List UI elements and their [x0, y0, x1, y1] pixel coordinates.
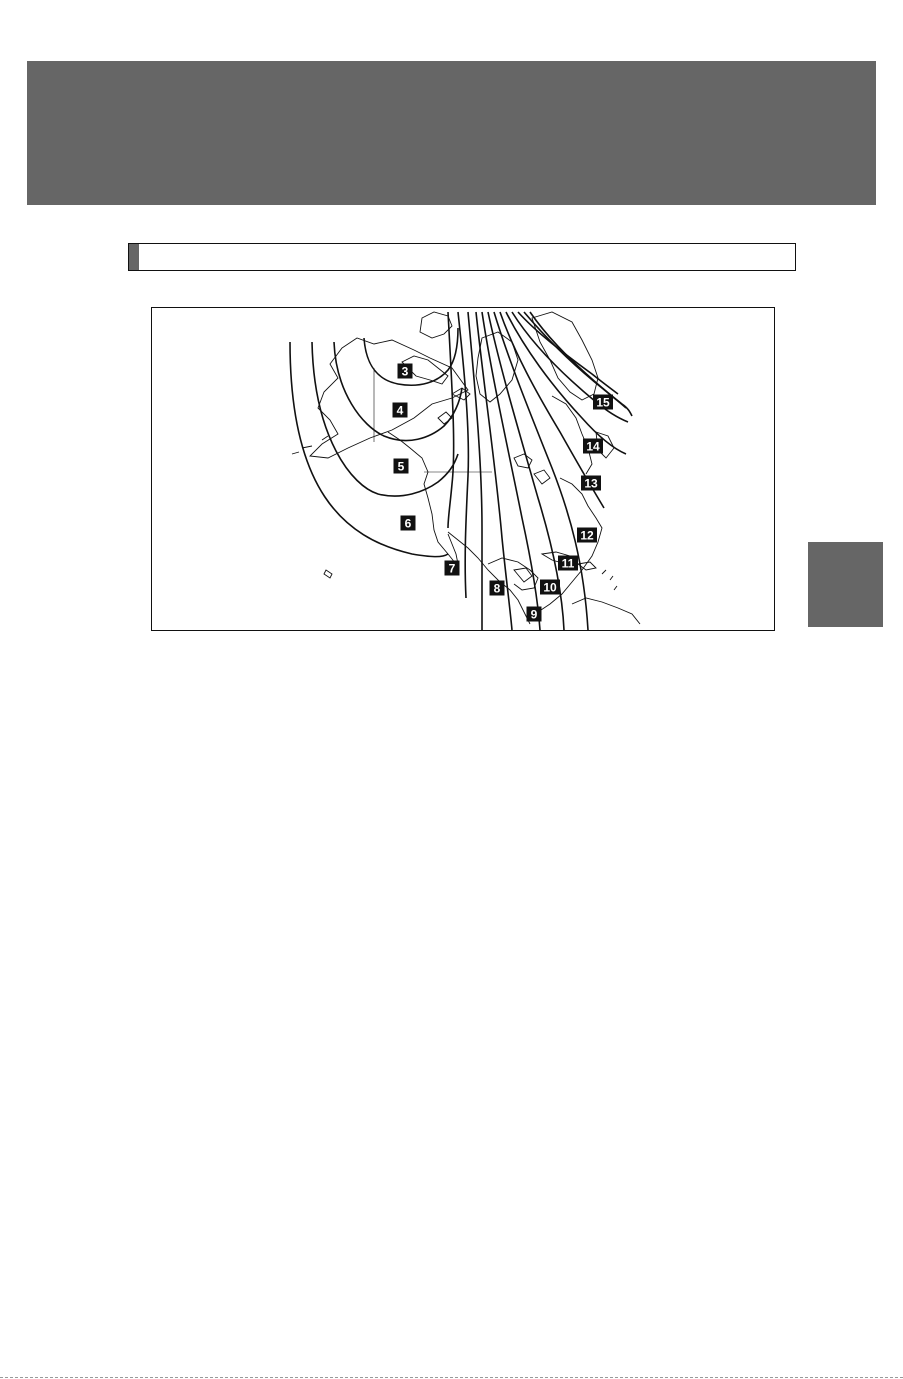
svg-text:12: 12	[580, 528, 594, 543]
zone-label-7	[445, 561, 460, 576]
zone-curves	[290, 312, 632, 630]
zone-curve-15	[518, 312, 618, 394]
zone-label-12	[577, 528, 597, 543]
zone-map	[151, 307, 775, 631]
zone-label-8	[490, 581, 505, 596]
svg-text:5: 5	[397, 459, 405, 474]
zone-label-5	[394, 459, 409, 474]
zone-curve-3	[334, 342, 462, 441]
zone-label-10	[540, 580, 560, 595]
section-bar	[128, 243, 796, 271]
zone-label-14	[583, 439, 603, 454]
coastline-hawaii	[324, 570, 332, 578]
zone-map-svg	[152, 308, 774, 630]
zone-curve-16	[524, 312, 626, 408]
zone-label-11	[558, 556, 578, 571]
zone-curve-13	[506, 312, 626, 454]
coastline-yucatan	[514, 568, 532, 582]
coastline-mexico	[448, 532, 530, 624]
svg-text:4: 4	[396, 403, 404, 418]
svg-text:6: 6	[404, 516, 412, 531]
svg-text:15: 15	[596, 395, 610, 410]
zone-label-9	[527, 607, 542, 622]
section-bar-accent	[129, 244, 139, 270]
zone-curve-6	[458, 312, 468, 598]
coastline-west	[388, 432, 456, 564]
svg-text:10: 10	[543, 580, 557, 595]
svg-text:11: 11	[561, 556, 575, 571]
svg-text:13: 13	[584, 476, 598, 491]
coastline-alaska-islands	[292, 436, 328, 454]
zone-curve-2	[312, 342, 458, 496]
svg-text:8: 8	[493, 581, 501, 596]
zone-curve-17	[530, 312, 632, 416]
coastline-alaska	[310, 338, 468, 458]
coastline-islands-2	[602, 570, 617, 590]
zone-label-15	[593, 395, 613, 410]
bottom-cut-line	[0, 1377, 903, 1378]
header-banner	[27, 61, 876, 205]
svg-text:7: 7	[448, 561, 456, 576]
zone-label-3	[398, 364, 413, 379]
chapter-side-tab	[808, 542, 883, 627]
zone-label-4	[393, 403, 408, 418]
coastline-south-america	[572, 598, 640, 624]
svg-text:9: 9	[530, 607, 538, 622]
zone-label-13	[581, 476, 601, 491]
zone-label-6	[401, 516, 416, 531]
coastline-canada-north	[420, 312, 452, 338]
svg-text:14: 14	[586, 439, 600, 454]
svg-text:3: 3	[401, 364, 409, 379]
zone-curve-7	[468, 312, 482, 630]
